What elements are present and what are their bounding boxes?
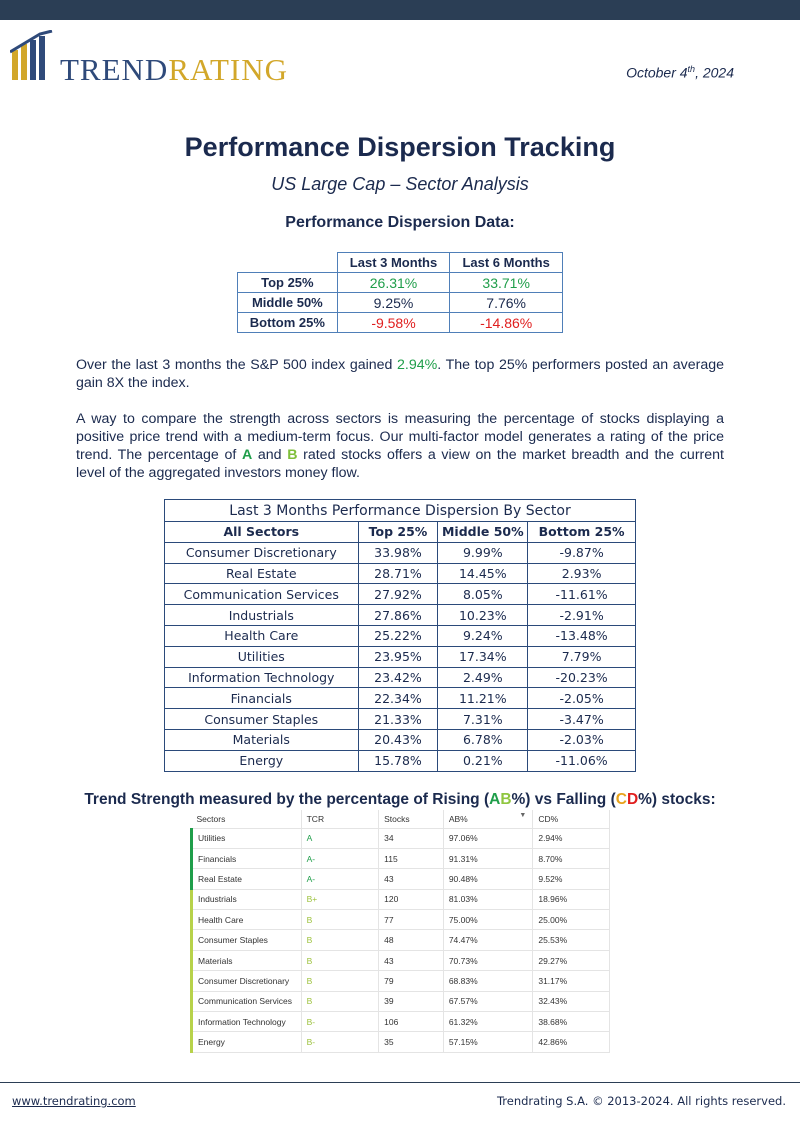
table-cell: 27.86% [358, 605, 438, 626]
table-cell: 39 [379, 991, 444, 1011]
tcr-rating: B+ [301, 889, 379, 909]
table-row[interactable] [192, 848, 610, 868]
table-row[interactable] [192, 828, 610, 848]
table-cell: 26.31% [337, 273, 450, 293]
table-cell: 23.95% [358, 646, 438, 667]
sector-name: Energy [192, 1032, 302, 1052]
table-row [165, 625, 636, 646]
dispersion-heading: Performance Dispersion Data: [285, 214, 515, 231]
table-cell: -2.05% [528, 688, 636, 709]
table-cell: 27.92% [358, 584, 438, 605]
page-subtitle: US Large Cap – Sector Analysis [271, 174, 529, 194]
sector-name: Materials [192, 950, 302, 970]
sector-name: Consumer Staples [165, 709, 359, 730]
tcr-rating: B [301, 991, 379, 1011]
logo-wordmark: TRENDRATING [60, 52, 288, 87]
column-header: All Sectors [165, 522, 359, 543]
table-cell: 34 [379, 828, 444, 848]
table-cell: 43 [379, 869, 444, 889]
table-cell: 9.99% [438, 542, 528, 563]
trend-strength-table [190, 810, 610, 1053]
paragraph-index-gain: Over the last 3 months the S&P 500 index gained 2.94%. The top 25% performers posted an average gain 8X the index. [76, 357, 724, 391]
table-cell: 25.53% [533, 930, 610, 950]
table-cell: 2.49% [438, 667, 528, 688]
table-cell: -2.91% [528, 605, 636, 626]
sector-name: Utilities [192, 828, 302, 848]
column-header-ab[interactable]: AB% ▼ [443, 810, 533, 828]
index-gain-value: 2.94% [397, 357, 438, 373]
paragraph-methodology: A way to compare the strength across sectors is measuring the percentage of stocks displaying a positive price trend with a medium-term focus. Our multi-factor model generates a rating of the price trend. The percentage of A and B rated stocks offers a view on the market breadth and the current level of the aggregated investors money flow. [76, 411, 724, 481]
table-cell: -9.87% [528, 542, 636, 563]
table-cell: 42.86% [533, 1032, 610, 1052]
tcr-rating: B [301, 950, 379, 970]
trend-strength-heading: Trend Strength measured by the percentage of Rising (AB%) vs Falling (CD%) stocks: [84, 791, 716, 808]
table-cell: 7.76% [450, 293, 563, 313]
sector-name: Real Estate [192, 869, 302, 889]
column-header: Middle 50% [438, 522, 528, 543]
table-cell: 57.15% [443, 1032, 533, 1052]
sector-name: Utilities [165, 646, 359, 667]
table-cell: 28.71% [358, 563, 438, 584]
table-cell: 2.94% [533, 828, 610, 848]
table-cell: -11.61% [528, 584, 636, 605]
column-header: Top 25% [358, 522, 438, 543]
footer-divider [0, 1082, 800, 1083]
sector-name: Health Care [192, 910, 302, 930]
table-row [165, 688, 636, 709]
table-row[interactable] [192, 910, 610, 930]
website-link[interactable]: www.trendrating.com [12, 1094, 136, 1108]
table-cell: 43 [379, 950, 444, 970]
table-row[interactable] [192, 971, 610, 991]
table-cell: 9.24% [438, 625, 528, 646]
table-row [238, 293, 563, 313]
tcr-rating: B- [301, 1012, 379, 1032]
sector-name: Communication Services [192, 991, 302, 1011]
tcr-rating: B [301, 971, 379, 991]
table-cell: 14.45% [438, 563, 528, 584]
table-cell: 77 [379, 910, 444, 930]
sector-name: Financials [165, 688, 359, 709]
sector-name: Information Technology [192, 1012, 302, 1032]
column-header: Bottom 25% [528, 522, 636, 543]
page-title: Performance Dispersion Tracking [184, 132, 616, 162]
table-cell: 25.22% [358, 625, 438, 646]
table-row [165, 729, 636, 750]
table-cell: 15.78% [358, 750, 438, 771]
sector-name: Consumer Staples [192, 930, 302, 950]
column-header[interactable]: CD% [533, 810, 610, 828]
tcr-rating: B- [301, 1032, 379, 1052]
tcr-rating: A- [301, 848, 379, 868]
sector-dispersion-table [164, 499, 636, 772]
table-row [238, 273, 563, 293]
table-cell: 74.47% [443, 930, 533, 950]
report-date: October 4th, 2024 [626, 64, 734, 81]
table-cell: 75.00% [443, 910, 533, 930]
column-header[interactable]: Sectors [192, 810, 302, 828]
tcr-rating: A- [301, 869, 379, 889]
table-cell: 32.43% [533, 991, 610, 1011]
table-cell: 21.33% [358, 709, 438, 730]
table-row [165, 563, 636, 584]
row-label: Top 25% [238, 273, 338, 293]
table-row [165, 605, 636, 626]
table-row [165, 542, 636, 563]
table-row [165, 646, 636, 667]
sector-name: Information Technology [165, 667, 359, 688]
table-cell: 17.34% [438, 646, 528, 667]
table-cell: 79 [379, 971, 444, 991]
table-cell: 120 [379, 889, 444, 909]
tcr-rating: B [301, 910, 379, 930]
sector-name: Materials [165, 729, 359, 750]
table-row[interactable] [192, 1012, 610, 1032]
sector-name: Real Estate [165, 563, 359, 584]
column-header: Last 6 Months [450, 253, 563, 273]
table-cell: -11.06% [528, 750, 636, 771]
table-cell: 67.57% [443, 991, 533, 1011]
table-cell: -9.58% [337, 313, 450, 333]
table-cell: 91.31% [443, 848, 533, 868]
table-cell: 68.83% [443, 971, 533, 991]
table-cell: 81.03% [443, 889, 533, 909]
table-cell: 31.17% [533, 971, 610, 991]
table-cell: -2.03% [528, 729, 636, 750]
table-row[interactable] [192, 1032, 610, 1052]
table-cell: 70.73% [443, 950, 533, 970]
table-row[interactable] [192, 991, 610, 1011]
table-cell: 9.52% [533, 869, 610, 889]
dispersion-table [237, 252, 563, 333]
table-cell: 0.21% [438, 750, 528, 771]
table-cell: -14.86% [450, 313, 563, 333]
column-header[interactable]: Stocks [379, 810, 444, 828]
table-cell: 22.34% [358, 688, 438, 709]
table-row[interactable] [192, 930, 610, 950]
table-cell: 23.42% [358, 667, 438, 688]
sector-name: Financials [192, 848, 302, 868]
tcr-rating: A [301, 828, 379, 848]
table-cell: 10.23% [438, 605, 528, 626]
sort-desc-icon[interactable]: ▼ [519, 812, 527, 819]
copyright-text: Trendrating S.A. © 2013-2024. All rights reserved. [496, 1094, 786, 1108]
table-cell: 33.98% [358, 542, 438, 563]
table-cell: 2.93% [528, 563, 636, 584]
top-bar [0, 0, 800, 20]
sector-name: Consumer Discretionary [165, 542, 359, 563]
grade-a-label: A [241, 447, 253, 463]
table-cell: 8.70% [533, 848, 610, 868]
table-cell: 61.32% [443, 1012, 533, 1032]
sector-name: Industrials [165, 605, 359, 626]
column-header[interactable]: TCR [301, 810, 379, 828]
table-cell: 90.48% [443, 869, 533, 889]
sector-name: Industrials [192, 889, 302, 909]
grade-b-label: B [287, 447, 298, 463]
table-cell: 38.68% [533, 1012, 610, 1032]
table-row[interactable] [192, 889, 610, 909]
table-cell: 6.78% [438, 729, 528, 750]
table-cell: 20.43% [358, 729, 438, 750]
table-cell: -13.48% [528, 625, 636, 646]
sector-name: Health Care [165, 625, 359, 646]
table-cell: 97.06% [443, 828, 533, 848]
tcr-rating: B [301, 930, 379, 950]
table-row[interactable] [192, 950, 610, 970]
sector-name: Communication Services [165, 584, 359, 605]
table-row [165, 584, 636, 605]
table-cell: 106 [379, 1012, 444, 1032]
row-label: Bottom 25% [238, 313, 338, 333]
logo-bars-icon [10, 30, 56, 82]
sector-table-caption: Last 3 Months Performance Dispersion By Sector [165, 500, 636, 522]
row-label: Middle 50% [238, 293, 338, 313]
table-cell: 7.79% [528, 646, 636, 667]
table-cell: 11.21% [438, 688, 528, 709]
table-row [165, 667, 636, 688]
trendrating-logo [10, 30, 300, 86]
table-cell: 48 [379, 930, 444, 950]
table-row [238, 313, 563, 333]
table-row[interactable] [192, 869, 610, 889]
table-cell: -3.47% [528, 709, 636, 730]
table-cell: 8.05% [438, 584, 528, 605]
table-cell: -20.23% [528, 667, 636, 688]
table-cell: 25.00% [533, 910, 610, 930]
column-header: Last 3 Months [337, 253, 450, 273]
table-cell: 33.71% [450, 273, 563, 293]
table-row [165, 709, 636, 730]
table-cell: 9.25% [337, 293, 450, 313]
table-cell: 29.27% [533, 950, 610, 970]
table-cell: 115 [379, 848, 444, 868]
sector-name: Consumer Discretionary [192, 971, 302, 991]
table-row [165, 750, 636, 771]
table-cell: 18.96% [533, 889, 610, 909]
table-cell: 7.31% [438, 709, 528, 730]
sector-name: Energy [165, 750, 359, 771]
table-cell: 35 [379, 1032, 444, 1052]
